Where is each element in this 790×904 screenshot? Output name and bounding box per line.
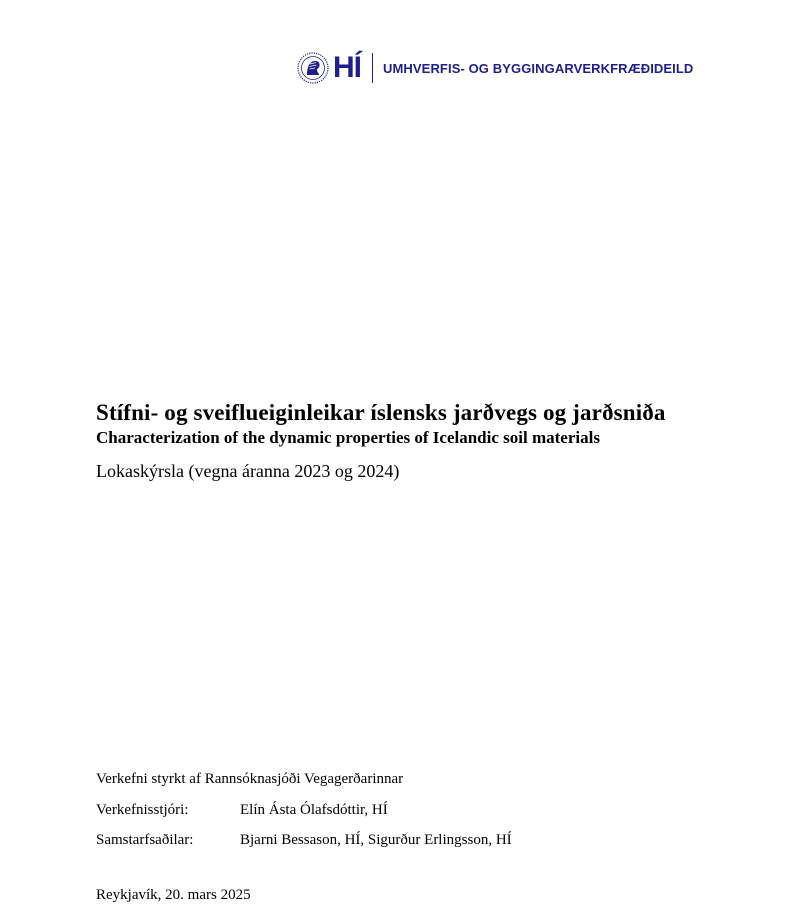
project-leader-label: Verkefnisstjóri:: [96, 802, 189, 818]
project-leader-value: Elín Ásta Ólafsdóttir, HÍ: [240, 802, 388, 818]
project-leader-row: [96, 801, 388, 819]
partners-label: Samstarfsaðilar:: [96, 832, 194, 848]
date-line: Reykjavík, 20. mars 2025: [96, 887, 251, 903]
hi-logo-mark: HÍ: [333, 51, 361, 84]
university-seal-icon: [297, 52, 329, 84]
report-type: Lokaskýrsla (vegna áranna 2023 og 2024): [96, 461, 400, 481]
partners-row: [96, 831, 512, 849]
university-logo: [297, 50, 693, 86]
funding-statement: Verkefni styrkt af Rannsóknasjóði Vegagerðarinnar: [96, 771, 404, 787]
department-name: UMHVERFIS- OG BYGGINGARVERKFRÆÐIDEILD: [383, 60, 694, 76]
title-english: Characterization of the dynamic properties of Icelandic soil materials: [96, 428, 600, 447]
title-icelandic: Stífni- og sveiflueiginleikar íslensks jarðvegs og jarðsniða: [96, 400, 666, 425]
partners-value: Bjarni Bessason, HÍ, Sigurður Erlingsson, HÍ: [240, 832, 512, 848]
logo-divider: [372, 53, 373, 83]
title-block: [96, 400, 666, 482]
